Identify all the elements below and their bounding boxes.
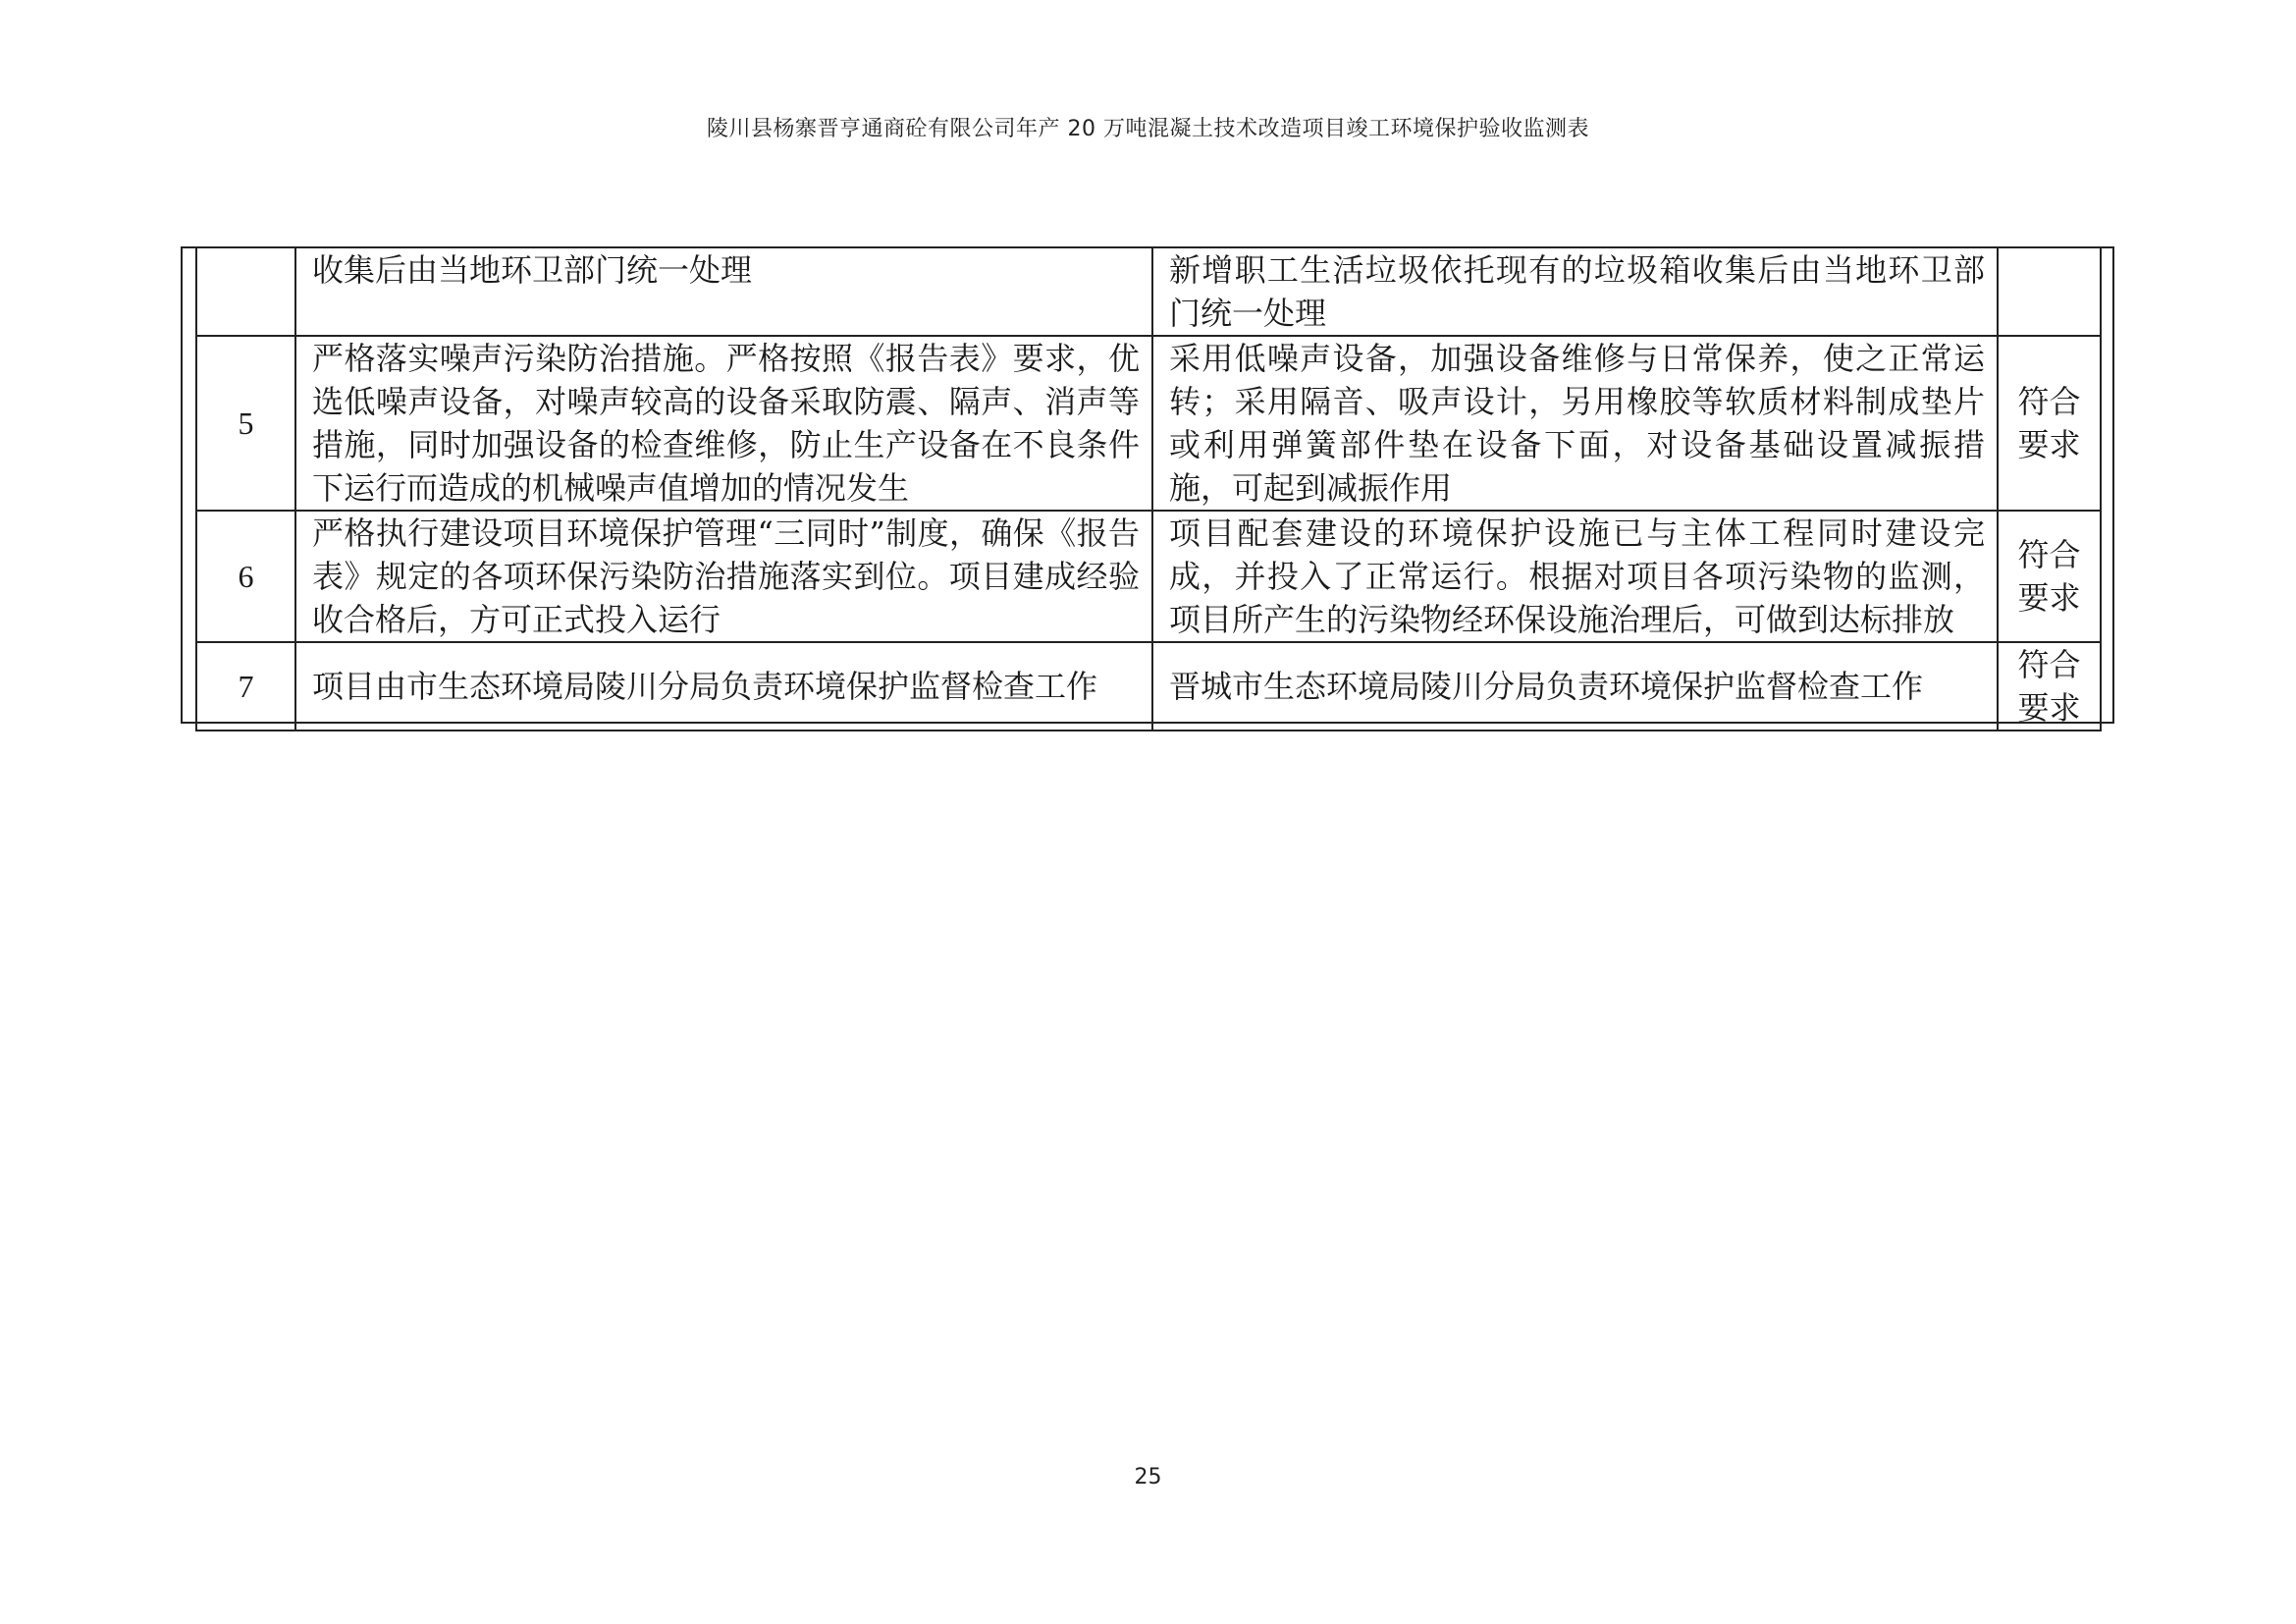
acceptance-monitoring-table — [195, 246, 2102, 731]
table-row — [196, 336, 2101, 511]
result-text: 符合要求 — [2017, 383, 2081, 463]
result-cell — [1998, 247, 2101, 336]
table-row — [196, 511, 2101, 642]
result-text: 符合要求 — [2017, 536, 2081, 617]
row-number-cell — [196, 247, 295, 336]
result-text: 符合要求 — [2017, 646, 2081, 727]
requirement-cell: 严格落实噪声污染防治措施。严格按照《报告表》要求，优选低噪声设备，对噪声较高的设备采取防震、隔声、消声等措施，同时加强设备的检查维修，防止生产设备在不良条件下运行而造成的机械噪声值增加的情况发生 — [295, 336, 1152, 511]
requirement-cell: 严格执行建设项目环境保护管理“三同时”制度，确保《报告表》规定的各项环保污染防治措施落实到位。项目建成经验收合格后，方可正式投入运行 — [295, 511, 1152, 642]
result-cell — [1998, 642, 2101, 731]
page-number: 25 — [1134, 1465, 1162, 1489]
page-header-title: 陵川县杨寨晋亨通商砼有限公司年产 20 万吨混凝土技术改造项目竣工环境保护验收监测表 — [707, 117, 1589, 141]
table-row — [196, 247, 2101, 336]
result-cell — [1998, 511, 2101, 642]
requirement-cell: 收集后由当地环卫部门统一处理 — [295, 247, 1152, 336]
table-row — [196, 642, 2101, 731]
requirement-cell: 项目由市生态环境局陵川分局负责环境保护监督检查工作 — [295, 642, 1152, 731]
implementation-cell: 新增职工生活垃圾依托现有的垃圾箱收集后由当地环卫部门统一处理 — [1152, 247, 1998, 336]
row-number-cell: 7 — [196, 642, 295, 731]
implementation-cell: 项目配套建设的环境保护设施已与主体工程同时建设完成，并投入了正常运行。根据对项目各项污染物的监测，项目所产生的污染物经环保设施治理后，可做到达标排放 — [1152, 511, 1998, 642]
row-number-cell: 6 — [196, 511, 295, 642]
result-cell — [1998, 336, 2101, 511]
row-number-cell: 5 — [196, 336, 295, 511]
implementation-cell: 采用低噪声设备，加强设备维修与日常保养，使之正常运转；采用隔音、吸声设计，另用橡胶等软质材料制成垫片或利用弹簧部件垫在设备下面，对设备基础设置减振措施，可起到减振作用 — [1152, 336, 1998, 511]
implementation-cell: 晋城市生态环境局陵川分局负责环境保护监督检查工作 — [1152, 642, 1998, 731]
